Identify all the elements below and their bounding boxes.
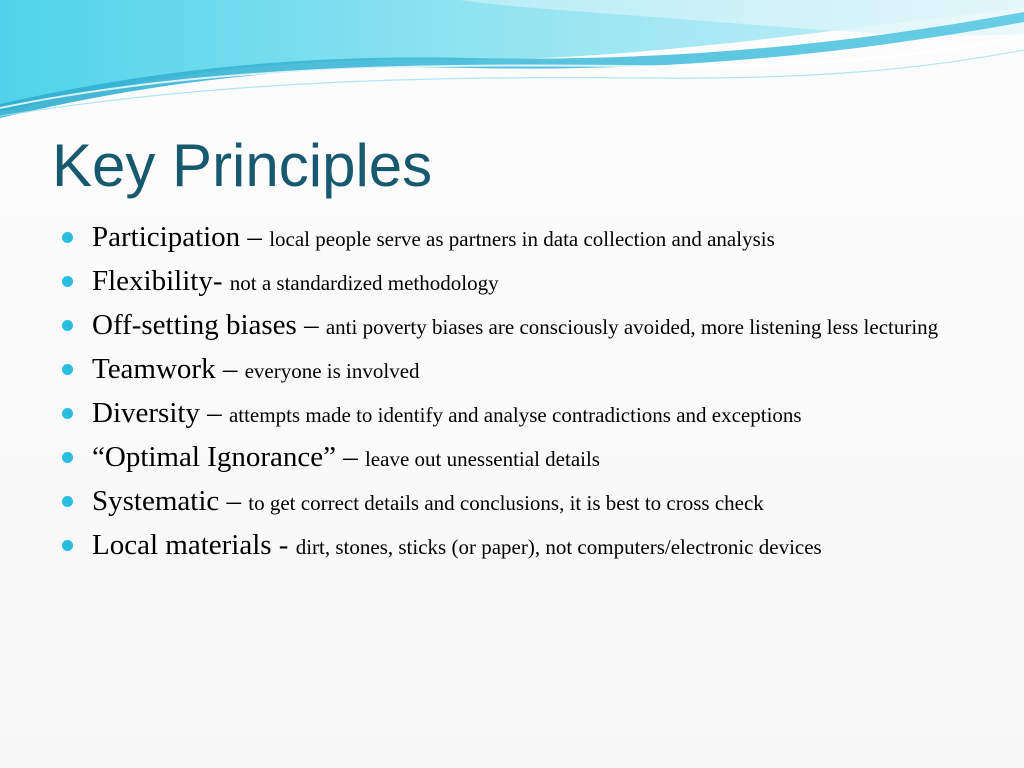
bullet-description: to get correct details and conclusions, it is best to cross check [248,491,764,515]
bullet-dot-icon [62,320,73,331]
bullet-participation [62,222,962,257]
bullet-diversity [62,398,962,433]
bullet-systematic [62,486,962,521]
bullet-dot-icon [62,496,73,507]
bullet-term: Teamwork – [92,353,245,385]
bullet-term: “Optimal Ignorance” – [92,441,365,473]
bullet-optimal-ignorance [62,442,962,477]
bullet-description: leave out unessential details [364,447,600,471]
bullet-dot-icon [62,364,73,375]
bullet-teamwork [62,354,962,389]
header-wave-decoration [0,0,1024,130]
bullet-dot-icon [62,276,73,287]
bullet-term: Diversity – [92,397,229,429]
bullet-dot-icon [62,408,73,419]
bullet-description: not a standardized methodology [229,271,499,295]
bullet-description: attempts made to identify and analyse contradictions and exceptions [228,403,802,427]
bullet-term: Off-setting biases – [92,309,326,341]
bullet-flexibility [62,266,962,301]
slide-title: Key Principles [52,132,433,199]
bullet-term: Local materials - [92,529,296,561]
bullet-dot-icon [62,540,73,551]
bullet-term: Systematic – [92,485,249,517]
bullet-description: everyone is involved [244,359,420,383]
bullet-dot-icon [62,232,73,243]
bullet-off-setting-biases [62,310,962,345]
bullet-local-materials [62,530,962,565]
bullet-description: dirt, stones, sticks (or paper), not computers/electronic devices [295,535,822,559]
bullet-description: local people serve as partners in data collection and analysis [269,227,775,251]
bullet-list [62,222,962,574]
bullet-dot-icon [62,452,73,463]
bullet-term: Flexibility- [92,265,230,297]
bullet-term: Participation – [92,221,270,253]
bullet-description: anti poverty biases are consciously avoided, more listening less lecturing [325,315,939,339]
